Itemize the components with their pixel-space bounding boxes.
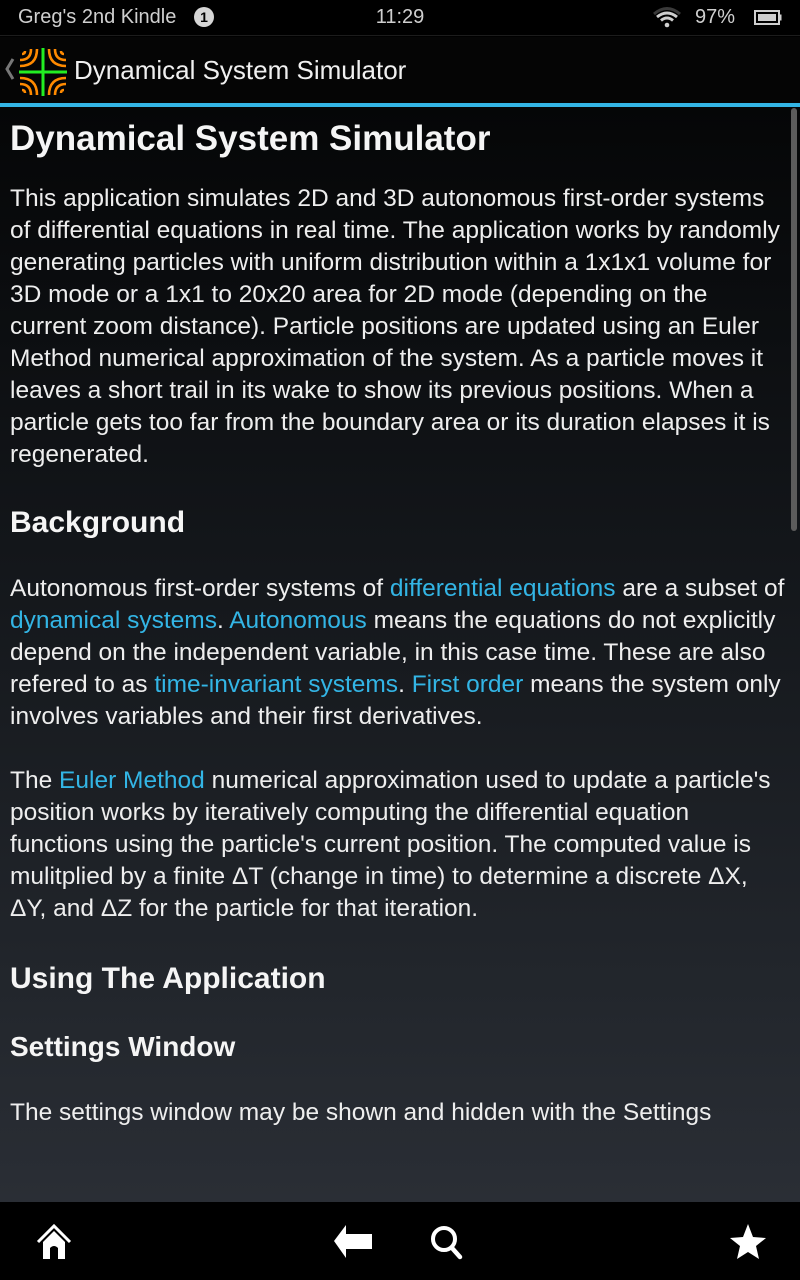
link-euler-method[interactable]: Euler Method (59, 767, 205, 794)
text: The (10, 767, 60, 794)
up-caret-icon[interactable] (5, 55, 15, 83)
background-paragraph-1 (10, 573, 790, 733)
search-icon (428, 1224, 468, 1260)
home-icon (34, 1224, 74, 1260)
action-bar (0, 37, 800, 103)
help-document (10, 107, 790, 1129)
battery-icon (754, 10, 782, 25)
battery-percent: 97% (695, 6, 736, 28)
text: means the equations do not explicitly depend on the independent variable, in this case time. These are also refered to as (10, 607, 776, 698)
link-time-invariant-systems[interactable]: time-invariant systems (154, 671, 399, 698)
page-title: Dynamical System Simulator (10, 119, 491, 158)
notification-badge[interactable]: 1 (194, 7, 214, 27)
link-autonomous[interactable]: Autonomous (229, 607, 367, 634)
background-heading: Background (10, 506, 186, 539)
clock: 11:29 (375, 6, 425, 28)
text: . (398, 671, 412, 698)
favorite-button[interactable] (726, 1222, 770, 1262)
back-arrow-icon (332, 1224, 372, 1260)
scrollbar[interactable] (791, 108, 797, 531)
text: Autonomous first-order systems of (10, 575, 390, 602)
intro-paragraph: This application simulates 2D and 3D autonomous first-order systems of differential equations in real time. The application works by randomly generating particles with uniform distribution within a 1x1x1 volume for 3D mode or a 1x1 to 20x20 area for 2D mode (depending on the current zoom distance). Particle positions are updated using an Euler Method numerical approximation of the system. As a particle moves it leaves a short trail in its wake to show its previous positions. When a particle gets too far from the boundary area or its duration elapses it is regenerated. (10, 185, 780, 468)
search-button[interactable] (426, 1222, 470, 1262)
text: means the system only involves variables and their first derivatives. (10, 671, 781, 730)
app-title: Dynamical System Simulator (74, 55, 407, 85)
star-icon (728, 1223, 768, 1261)
bottom-nav-bar (0, 1202, 800, 1280)
text: numerical approximation used to update a particle's position works by iteratively computing the differential equation functions using the particle's current position. The computed value is mulitplied by a finite ΔT (change in time) to determine a discrete ΔX, ΔY, and ΔZ for the particle for that iteration. (10, 767, 771, 922)
device-name: Greg's 2nd Kindle (18, 6, 177, 28)
wifi-icon (652, 6, 682, 28)
settings-window-heading: Settings Window (10, 1031, 236, 1062)
link-dynamical-systems[interactable]: dynamical systems (10, 607, 217, 634)
home-button[interactable] (32, 1222, 76, 1262)
link-differential-equations[interactable]: differential equations (389, 575, 616, 602)
app-logo-icon[interactable] (18, 47, 68, 97)
status-bar (0, 0, 800, 36)
partial-paragraph: The settings window may be shown and hidden with the Settings (10, 1099, 712, 1126)
using-application-heading: Using The Application (10, 962, 326, 995)
link-first-order[interactable]: First order (411, 671, 524, 698)
background-paragraph-2 (10, 765, 790, 925)
text: are a subset of (615, 575, 785, 602)
text: . (216, 607, 230, 634)
back-button[interactable] (330, 1222, 374, 1262)
help-content[interactable] (0, 107, 800, 1202)
